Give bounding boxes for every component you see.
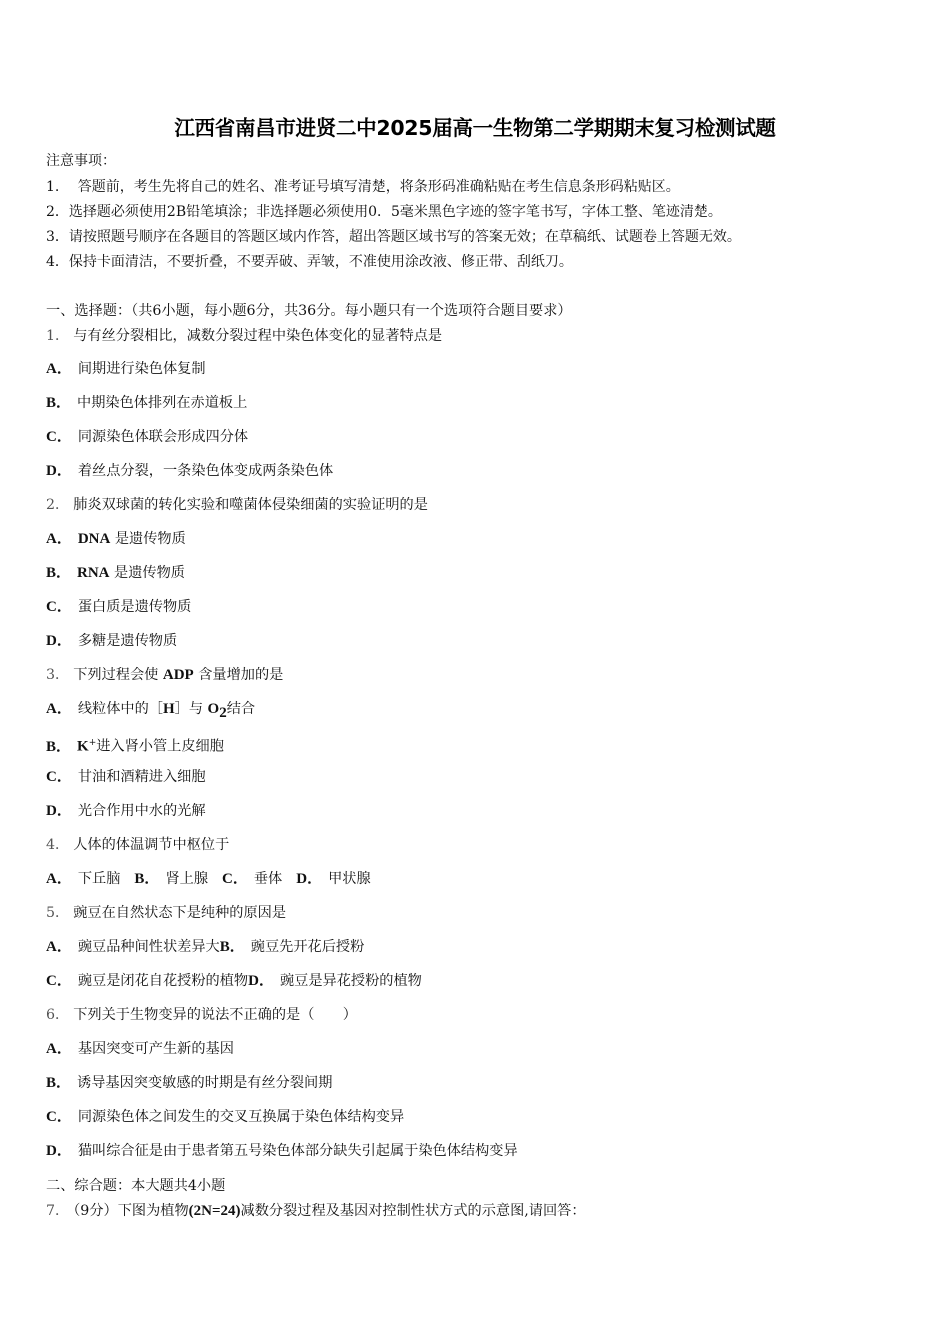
option-letter: A． xyxy=(46,871,72,887)
option-text: 甲状腺 xyxy=(328,871,371,887)
option-text: 豌豆先开花后授粉 xyxy=(250,939,365,955)
option-letter: B． xyxy=(219,939,245,955)
q3-option-a xyxy=(46,700,255,722)
question-stem-latin: ADP xyxy=(162,667,194,683)
option-text: 同源染色体联会形成四分体 xyxy=(77,429,249,445)
question-3 xyxy=(46,666,283,684)
option-letter: A． xyxy=(46,939,72,955)
option-letter: A． xyxy=(46,1041,72,1057)
option-superscript: + xyxy=(88,738,97,748)
q1-option-c xyxy=(46,428,248,446)
option-text-pre: 线粒体中的［ xyxy=(77,701,163,717)
option-letter: B． xyxy=(46,395,72,411)
option-letter: B． xyxy=(46,738,72,755)
question-6 xyxy=(46,1006,357,1024)
option-text: 间期进行染色体复制 xyxy=(77,361,206,377)
option-text: 着丝点分裂，一条染色体变成两条染色体 xyxy=(77,463,334,479)
question-stem-post: 减数分裂过程及基因对控制性状方式的示意图,请回答： xyxy=(240,1203,586,1219)
question-stem-latin: (2N=24) xyxy=(188,1203,241,1219)
question-4 xyxy=(46,836,229,854)
option-latin-2: O xyxy=(207,701,220,717)
option-letter: A． xyxy=(46,361,72,377)
q3-option-c xyxy=(46,768,206,786)
option-latin: RNA xyxy=(77,565,110,581)
notice-item-4: 4．保持卡面清洁，不要折叠，不要弄破、弄皱，不准使用涂改液、修正带、刮纸刀。 xyxy=(46,254,573,270)
question-number: 4． xyxy=(46,837,70,853)
option-latin: H xyxy=(162,701,175,717)
option-letter: D． xyxy=(46,1143,72,1159)
question-stem: 人体的体温调节中枢位于 xyxy=(73,837,230,853)
option-text: 光合作用中水的光解 xyxy=(77,803,206,819)
option-text: 基因突变可产生新的基因 xyxy=(77,1041,234,1057)
question-stem-post: 含量增加的是 xyxy=(193,667,284,683)
question-number: 7． xyxy=(46,1203,70,1219)
q2-option-b xyxy=(46,564,185,582)
question-number: 2． xyxy=(46,497,70,513)
option-letter: D． xyxy=(46,463,72,479)
option-letter: D． xyxy=(46,633,72,649)
option-letter: B． xyxy=(134,871,160,887)
q5-options-ab xyxy=(46,938,364,956)
option-letter: A． xyxy=(46,701,72,717)
option-latin: K xyxy=(77,738,89,755)
option-text: 肾上腺 xyxy=(165,871,209,887)
question-stem: 豌豆在自然状态下是纯种的原因是 xyxy=(73,905,287,921)
option-text: 垂体 xyxy=(253,871,283,887)
option-letter: C． xyxy=(46,973,72,989)
q6-option-c xyxy=(46,1108,404,1126)
option-text: 多糖是遗传物质 xyxy=(77,633,178,649)
option-text: 诱导基因突变敏感的时期是有丝分裂间期 xyxy=(77,1075,333,1091)
notice-item-2: 2．选择题必须使用2B铅笔填涂；非选择题必须使用0．5毫米黑色字迹的签字笔书写，字体工整、笔迹清楚。 xyxy=(46,204,722,220)
q5-options-cd xyxy=(46,972,422,990)
option-text: 甘油和酒精进入细胞 xyxy=(77,769,206,785)
option-letter: C． xyxy=(46,429,72,445)
notice-item-3: 3．请按照题号顺序在各题目的答题区域内作答，超出答题区域书写的答案无效；在草稿纸、试题卷上答题无效。 xyxy=(46,229,741,245)
q6-option-a xyxy=(46,1040,234,1058)
q6-option-b xyxy=(46,1074,332,1092)
document-title: 江西省南昌市进贤二中2025届高一生物第二学期期末复习检测试题 xyxy=(174,116,776,140)
option-subscript: 2 xyxy=(219,704,227,721)
question-number: 6． xyxy=(46,1007,70,1023)
q1-option-a xyxy=(46,360,206,378)
question-stem-pre: 下列过程会使 xyxy=(73,667,163,683)
question-2 xyxy=(46,496,428,514)
option-text: 进入肾小管上皮细胞 xyxy=(96,738,224,755)
question-number: 5． xyxy=(46,905,70,921)
option-text: 豌豆是闭花自花授粉的植物 xyxy=(77,973,249,989)
option-text: 豌豆是异花授粉的植物 xyxy=(279,973,422,989)
q3-option-d xyxy=(46,802,206,820)
question-stem: 肺炎双球菌的转化实验和噬菌体侵染细菌的实验证明的是 xyxy=(73,497,428,513)
section2-heading: 二、综合题：本大题共4小题 xyxy=(46,1178,226,1194)
notice-heading: 注意事项： xyxy=(46,153,116,169)
question-7 xyxy=(46,1202,586,1220)
option-text: 蛋白质是遗传物质 xyxy=(77,599,192,615)
q2-option-c xyxy=(46,598,191,616)
question-stem-pre: 下图为植物 xyxy=(117,1203,189,1219)
question-stem: 与有丝分裂相比，减数分裂过程中染色体变化的显著特点是 xyxy=(73,328,443,344)
option-letter: D． xyxy=(296,871,323,887)
option-letter: C． xyxy=(222,871,248,887)
question-number: 1． xyxy=(46,328,70,344)
option-letter: C． xyxy=(46,769,72,785)
option-text: 下丘脑 xyxy=(77,871,121,887)
q1-option-d xyxy=(46,462,333,480)
option-letter: C． xyxy=(46,599,72,615)
option-latin: DNA xyxy=(77,531,111,547)
option-text: 是遗传物质 xyxy=(109,565,185,581)
option-letter: B． xyxy=(46,565,72,581)
option-text: 豌豆品种间性状差异大 xyxy=(77,939,220,955)
notice-item-1: 1. 答题前，考生先将自己的姓名、准考证号填写清楚，将条形码准确粘贴在考生信息条形码粘贴区。 xyxy=(46,179,680,195)
question-score: （9分） xyxy=(73,1203,118,1219)
option-text-mid: ］与 xyxy=(174,701,208,717)
option-text: 猫叫综合征是由于患者第五号染色体部分缺失引起属于染色体结构变异 xyxy=(77,1143,518,1159)
q1-option-b xyxy=(46,394,247,412)
option-text: 中期染色体排列在赤道板上 xyxy=(77,395,248,411)
option-letter: B． xyxy=(46,1075,72,1091)
q3-option-b xyxy=(46,734,224,756)
option-text: 同源染色体之间发生的交叉互换属于染色体结构变异 xyxy=(77,1109,405,1125)
option-letter: D． xyxy=(46,803,72,819)
q4-options xyxy=(46,870,371,888)
question-1 xyxy=(46,327,442,345)
option-text: 是遗传物质 xyxy=(110,531,186,547)
option-letter: D． xyxy=(248,973,274,989)
option-text-post: 结合 xyxy=(226,701,256,717)
option-letter: A． xyxy=(46,531,72,547)
option-letter: C． xyxy=(46,1109,72,1125)
q6-option-d xyxy=(46,1142,518,1160)
section1-heading: 一、选择题：（共6小题，每小题6分，共36分。每小题只有一个选项符合题目要求） xyxy=(46,303,572,319)
q2-option-d xyxy=(46,632,177,650)
q2-option-a xyxy=(46,530,186,548)
question-stem: 下列关于生物变异的说法不正确的是（ ） xyxy=(73,1007,357,1023)
question-number: 3． xyxy=(46,667,70,683)
question-5 xyxy=(46,904,286,922)
